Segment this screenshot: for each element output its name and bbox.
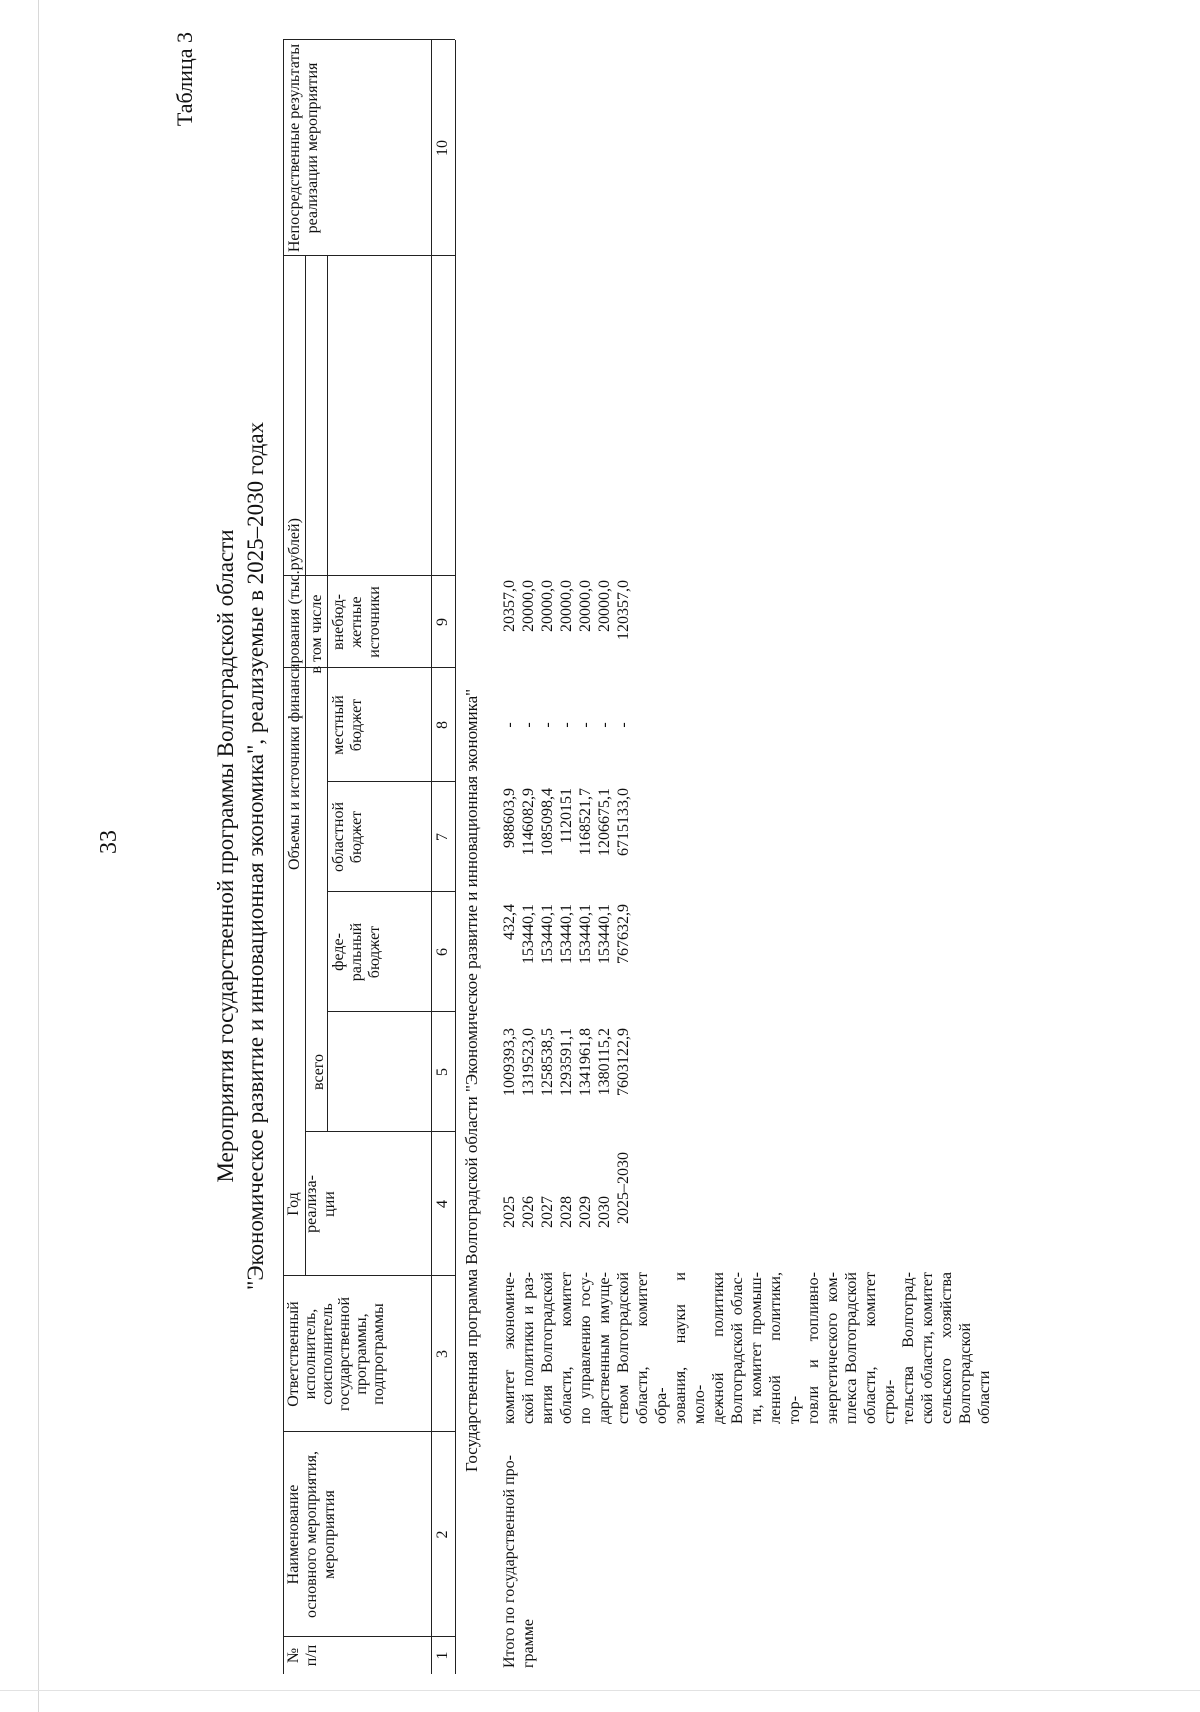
row-local [500,668,633,782]
row-extra [500,580,633,666]
total-cell: 1319523,0 [520,1028,537,1096]
federal-cell: 153440,1 [520,904,537,964]
colnum-5: 5 [434,1068,451,1076]
regional-cell: 1120151 [558,788,575,844]
federal-cell: 153440,1 [539,904,556,964]
local-cell: - [596,722,613,728]
year-cell: 2029 [577,1196,594,1228]
federal-cell: 432,4 [501,904,518,940]
local-cell: - [577,722,594,728]
regional-cell: 1085098,4 [539,788,556,856]
federal-cell: 153440,1 [558,904,575,964]
regional-cell: 1206675,1 [596,788,613,856]
extra-cell: 20000,0 [596,580,613,632]
federal-cell: 767632,9 [615,904,632,964]
extra-cell: 20000,0 [558,580,575,632]
colnum-8: 8 [434,721,451,729]
doc-title: Мероприятия государственной программы Волгоградской области [213,529,238,1183]
local-cell: - [501,722,518,728]
local-cell: - [520,722,537,728]
page-number: 33 [96,830,122,854]
total-cell: 7603122,9 [615,1028,632,1096]
extra-cell: 120357,0 [615,580,632,640]
table-label: Таблица 3 [172,32,197,127]
year-cell: 2025 [501,1196,518,1228]
federal-cell: 153440,1 [577,904,594,964]
extra-cell: 20000,0 [520,580,537,632]
grid-top [283,40,284,1674]
row-total [500,1028,633,1128]
total-cell: 1258538,5 [539,1028,556,1096]
row-executor: комитет экономиче- ской политики и раз- вития Волгоградской области, комитет по управлению госу- дарственным имуще- ством Волгоградской области, комитет обра- зования, науки и моло- дежной политики Волгоградской облас- ти, комитет промыш- ленной политики, тор- говли и топливно- энергетического ком- плекса Волгоградской области, комитет строи- тельства Волгоград- ской области, комитет сельского хозяйства Волгоградской области [501,1272,993,1424]
total-cell: 1380115,2 [596,1028,613,1096]
colnum-2: 2 [434,1530,451,1539]
header-executor: Ответственный исполнитель, соисполнитель государственной программы, подпрограммы [285,1296,387,1412]
extra-cell: 20000,0 [577,580,594,632]
colnum-3: 3 [434,1350,451,1358]
colnum-6: 6 [434,948,451,956]
local-cell: - [615,722,632,728]
total-cell: 1009393,3 [501,1028,518,1096]
year-cell: 2026 [520,1196,537,1228]
header-including: в том числе [308,594,325,674]
colnum-10: 10 [434,140,451,156]
header-regional: областной бюджет [330,801,365,873]
federal-cell: 153440,1 [596,904,613,964]
header-name: Наименование основного мероприятия, мероприятия [285,1451,338,1618]
colnum-4: 4 [434,1200,451,1208]
grid-header-bottom [431,40,432,1674]
extra-cell: 20000,0 [539,580,556,632]
header-results: Непосредственные результаты реализации мероприятия [286,43,321,253]
extra-cell: 20357,0 [501,580,518,632]
header-year: Год реализа- ции [285,1175,338,1233]
grid-including-bottom [327,256,328,1132]
year-cell: 2030 [596,1196,613,1228]
section-title: Государственная программа Волгоградской области "Экономическое развитие и инновационная экономика" [462,688,481,1472]
row-federal [500,904,633,1008]
row-name: Итого по государственной про- грамме [501,1455,537,1668]
local-cell: - [558,722,575,728]
year-cell: 2025–2030 [615,1152,632,1224]
header-total: всего [310,1053,327,1091]
total-cell: 1293591,1 [558,1028,575,1096]
row-regional [500,788,633,888]
header-num: № п/п [285,1644,320,1667]
regional-cell: 1146082,9 [520,788,537,856]
header-federal: феде- ральный бюджет [330,922,383,982]
doc-subtitle: "Экономическое развитие и инновационная экономика", реализуемые в 2025–2030 годах [243,421,268,1291]
year-cell: 2028 [558,1196,575,1228]
colnum-9: 9 [434,618,451,626]
regional-cell: 1168521,7 [577,788,594,856]
regional-cell: 988603,9 [501,788,518,848]
header-funding: Объемы и источники финансирования (тыс.рублей) [286,518,303,870]
local-cell: - [539,722,556,728]
grid-funding-bottom [305,256,306,1276]
year-cell: 2027 [539,1196,556,1228]
colnum-1: 1 [434,1651,451,1660]
row-years [500,1152,633,1272]
total-cell: 1341961,8 [577,1028,594,1096]
header-local: местный бюджет [330,695,365,755]
colnum-7: 7 [434,833,451,841]
regional-cell: 6715133,0 [615,788,632,856]
grid-numbers-bottom [455,40,456,1674]
header-extra: внебюд- жетные источники [330,586,383,658]
